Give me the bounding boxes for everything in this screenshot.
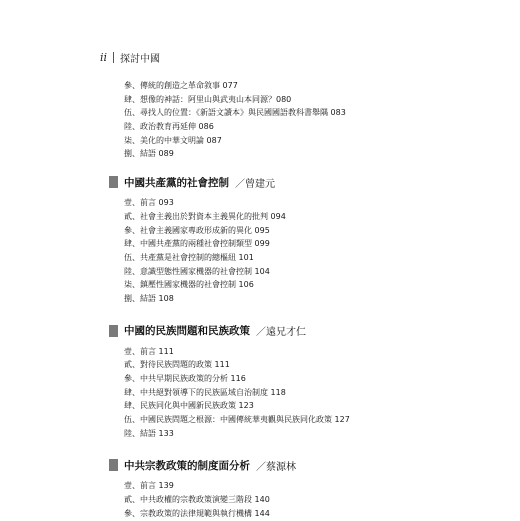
toc-entry: 貳、中共政權的宗教政策演變三階段 140 [124, 495, 270, 505]
toc-entry: 貳、社會主義出於對資本主義異化的批判 094 [124, 211, 286, 221]
running-header [100, 50, 160, 65]
toc-entry: 陸、意識型態性國家機器的社會控制 104 [124, 266, 270, 276]
toc-entry: 捌、結語 089 [124, 149, 174, 159]
toc-entry: 參、傳統的創造之革命敘事 077 [124, 81, 238, 90]
toc-entry: 陸、結語 133 [124, 428, 174, 438]
toc-entry: 壹、前言 093 [124, 198, 174, 208]
toc-entry: 伍、尋找人的位置：《新語文讀本》與民國國語教科書舉隅 083 [124, 108, 346, 118]
toc-entry: 肆、民族同化與中國新民族政策 123 [124, 401, 254, 411]
section-author: ／蔡源林 [256, 461, 296, 473]
toc-entry: 陸、政治教育再延伸 086 [124, 122, 214, 132]
section-heading [109, 173, 494, 191]
section-heading [109, 456, 494, 474]
section-marker [109, 176, 118, 188]
toc-entry: 捌、結語 108 [124, 293, 174, 303]
toc-entry: 肆、中共絕對領導下的民族區域自治制度 118 [124, 387, 286, 397]
section-title: 中國共產黨的社會控制 [124, 176, 229, 189]
book-title: 探討中國 [120, 54, 161, 65]
toc-entry: 伍、中國民族問題之根源：中國傳統華夷觀與民族同化政策 127 [124, 415, 350, 425]
section-author: ／遠兄才仁 [256, 327, 306, 339]
toc-entry: 參、中共早期民族政策的分析 116 [124, 374, 246, 383]
section-title: 中共宗教政策的制度面分析 [124, 459, 250, 472]
toc-entry: 貳、對待民族問題的政策 111 [124, 360, 230, 370]
toc-entry: 肆、中國共產黨的兩種社會控制類型 099 [124, 239, 270, 249]
toc-entry: 柒、美化的中華文明論 087 [124, 135, 222, 145]
toc-entry-list [124, 79, 494, 161]
table-of-contents [124, 79, 494, 521]
toc-entry: 壹、前言 139 [124, 481, 174, 491]
toc-entry: 壹、前言 111 [124, 346, 174, 356]
page-number: ii [100, 51, 108, 64]
toc-entry: 參、社會主義國家專政形成新的異化 095 [124, 225, 270, 235]
section-heading [109, 322, 494, 340]
toc-entry: 肆、想像的神話：阿里山與武夷山本同源？080 [124, 94, 292, 104]
toc-entry: 伍、共產黨是社會控制的總樞紐 101 [124, 252, 254, 262]
section-marker [109, 325, 118, 337]
toc-entry: 柒、鎮壓性國家機器的社會控制 106 [124, 280, 254, 290]
section-title: 中國的民族問題和民族政策 [124, 325, 250, 338]
section-marker [109, 459, 118, 471]
toc-entry: 參、宗教政策的法律規範與執行機構 144 [124, 508, 270, 518]
header-divider [113, 52, 114, 63]
section-author: ／曾建元 [235, 178, 275, 190]
